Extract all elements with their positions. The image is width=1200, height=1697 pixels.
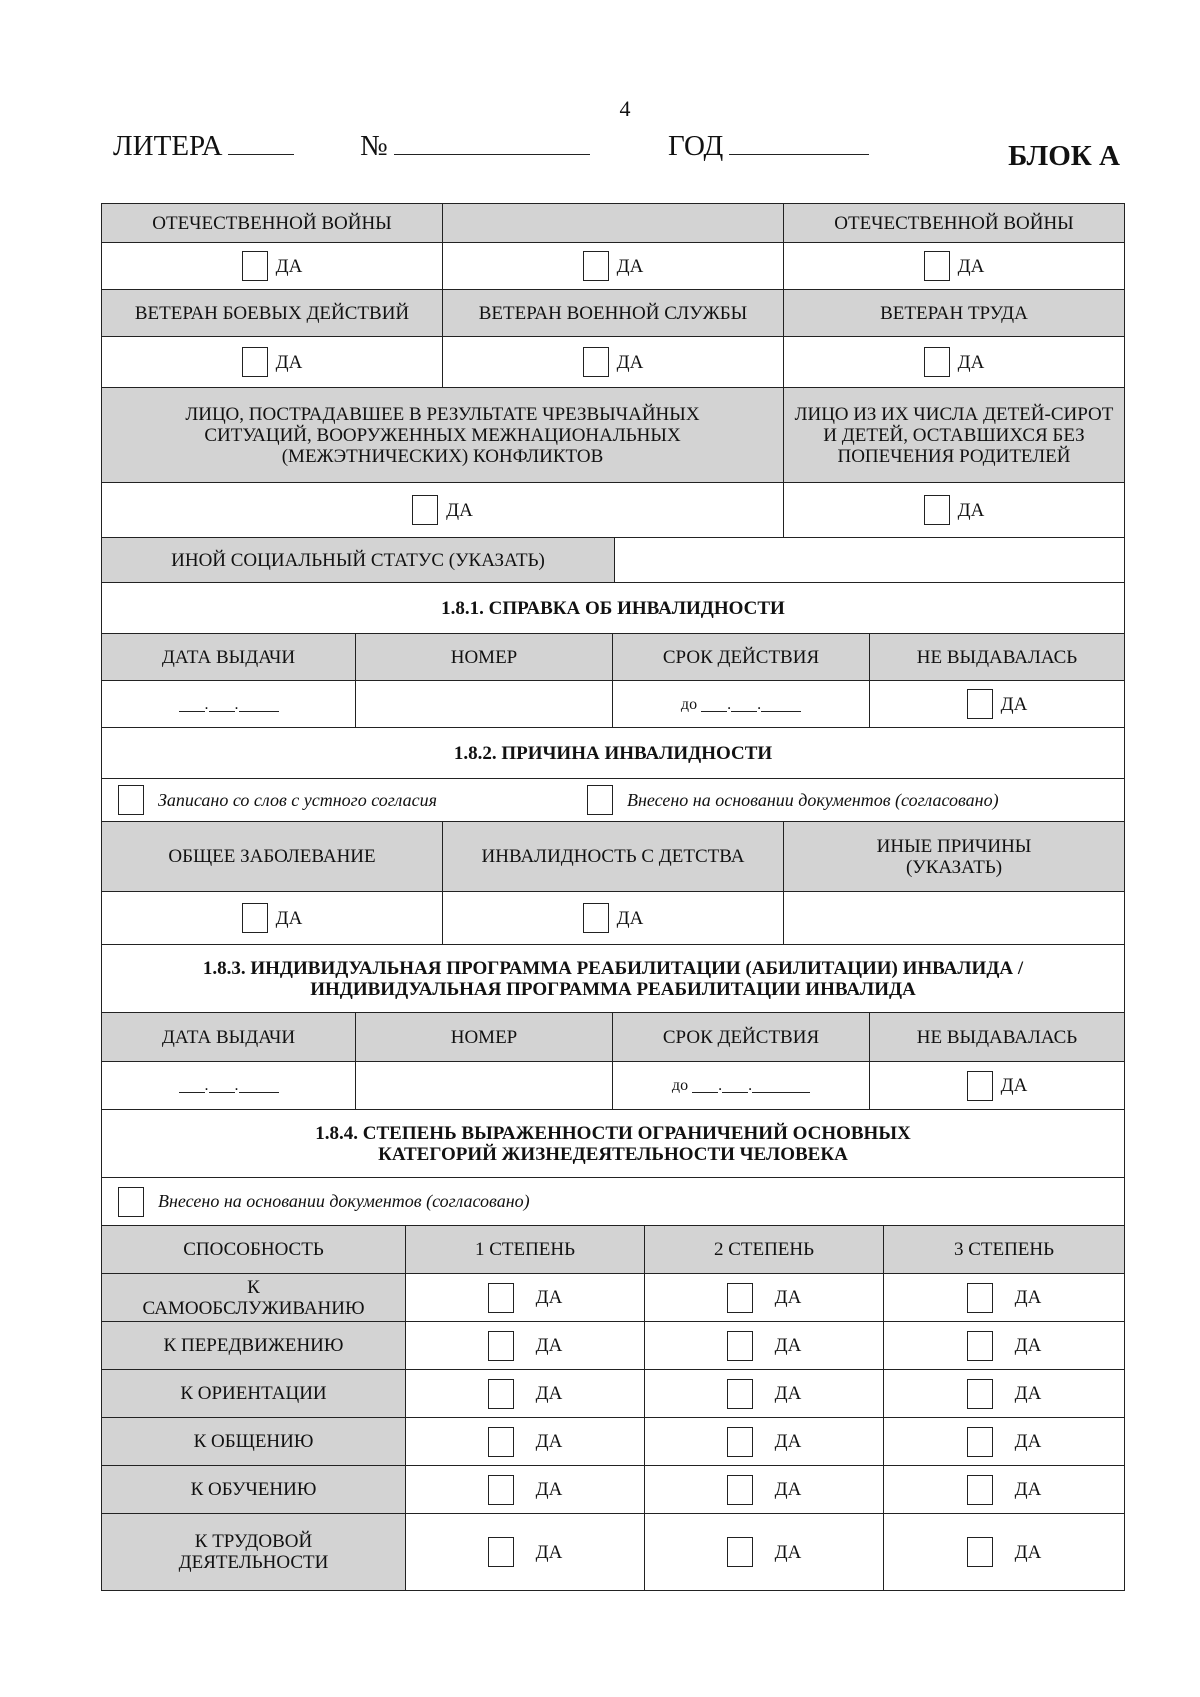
ability-degree-2-cell <box>644 1273 884 1322</box>
ability-degree-3-cell <box>883 1417 1125 1466</box>
s181-col-not-issued <box>869 633 1125 681</box>
yes-label: ДА <box>535 1541 563 1563</box>
s183-col-validity-label: СРОК ДЕЙСТВИЯ <box>662 1026 820 1048</box>
yes-label: ДА <box>1014 1479 1042 1500</box>
s181-validity-input[interactable]: до . . <box>612 680 870 728</box>
date-year-line <box>239 1078 279 1093</box>
until-label: до <box>680 695 698 713</box>
date-month-line <box>209 697 235 712</box>
veteran-mid-yes-cell <box>442 242 784 290</box>
ability-degree-1-checkbox[interactable] <box>488 1537 514 1567</box>
ability-degree-1-cell <box>405 1321 645 1370</box>
litera-label: ЛИТЕРА <box>113 130 223 162</box>
veteran-header-empty <box>442 203 784 243</box>
s181-col-validity <box>612 633 870 681</box>
emergency-victim-label: ЛИЦО, ПОСТРАДАВШЕЕ В РЕЗУЛЬТАТЕ ЧРЕЗВЫЧАЙНЫХ СИТУАЦИЙ, ВООРУЖЕННЫХ МЕЖНАЦИОНАЛЬНЫХ (МЕЖЭТНИЧЕСКИХ) КОНФЛИКТОВ <box>185 403 700 467</box>
other-status-header <box>101 537 615 583</box>
s183-number-input[interactable] <box>355 1061 613 1110</box>
page-number: 4 <box>619 96 631 121</box>
ability-degree-1-cell <box>405 1513 645 1591</box>
ability-degree-2-cell <box>644 1513 884 1591</box>
combat-veteran-header <box>101 289 443 337</box>
ability-degree-3-cell <box>883 1513 1125 1591</box>
section-182-title <box>101 727 1125 779</box>
veteran-war-header-1 <box>101 203 443 243</box>
s184-col-degree-3-label: 3 СТЕПЕНЬ <box>953 1239 1055 1260</box>
s181-col-validity-label: СРОК ДЕЙСТВИЯ <box>662 646 820 668</box>
yes-label: ДА <box>1014 1431 1042 1452</box>
year-field[interactable] <box>668 130 869 163</box>
yes-label: ДА <box>616 255 644 277</box>
s181-not-issued-yes-cell <box>869 680 1125 728</box>
combat-veteran-label: ВЕТЕРАН БОЕВЫХ ДЕЙСТВИЙ <box>134 302 410 324</box>
section-183-title <box>101 944 1125 1013</box>
yes-label: ДА <box>774 1287 802 1308</box>
section-184-title-text: 1.8.4. СТЕПЕНЬ ВЫРАЖЕННОСТИ ОГРАНИЧЕНИЙ ОСНОВНЫХ КАТЕГОРИЙ ЖИЗНЕДЕЯТЕЛЬНОСТИ ЧЕЛОВЕКА <box>315 1122 911 1165</box>
general-disease-header <box>101 821 443 892</box>
yes-label: ДА <box>957 351 985 373</box>
yes-label: ДА <box>275 351 303 373</box>
ability-degree-2-checkbox[interactable] <box>727 1475 753 1505</box>
other-status-label: ИНОЙ СОЦИАЛЬНЫЙ СТАТУС (УКАЗАТЬ) <box>171 549 545 571</box>
yes-label: ДА <box>1014 1335 1042 1356</box>
ability-degree-3-cell <box>883 1273 1125 1322</box>
ability-row-label <box>101 1513 406 1591</box>
ability-row-label <box>101 1321 406 1370</box>
number-line <box>394 130 590 155</box>
date-month-line <box>209 1078 235 1093</box>
yes-label: ДА <box>774 1431 802 1452</box>
military-veteran-header <box>442 289 784 337</box>
yes-label: ДА <box>535 1335 563 1356</box>
s181-number-input[interactable] <box>355 680 613 728</box>
ability-degree-3-checkbox[interactable] <box>967 1331 993 1361</box>
s184-col-ability-label: СПОСОБНОСТЬ <box>183 1239 324 1260</box>
other-causes-label: ИНЫЕ ПРИЧИНЫ (УКАЗАТЬ) <box>876 835 1032 878</box>
s181-col-date-label: ДАТА ВЫДАЧИ <box>161 646 296 668</box>
s183-not-issued-checkbox[interactable] <box>967 1071 993 1101</box>
yes-label: ДА <box>275 907 303 929</box>
s181-issue-date-input[interactable]: . . <box>101 680 356 728</box>
other-causes-header <box>783 821 1125 892</box>
s183-not-issued-yes-cell <box>869 1061 1125 1110</box>
s183-col-date <box>101 1012 356 1062</box>
military-veteran-label: ВЕТЕРАН ВОЕННОЙ СЛУЖБЫ <box>478 302 748 324</box>
yes-label: ДА <box>774 1479 802 1500</box>
s183-col-number <box>355 1012 613 1062</box>
yes-label: ДА <box>535 1431 563 1452</box>
ability-degree-2-checkbox[interactable] <box>727 1427 753 1457</box>
number-label: № <box>360 130 388 162</box>
section-181-title-text: 1.8.1. СПРАВКА ОБ ИНВАЛИДНОСТИ <box>441 597 785 619</box>
veteran-war-2-yes-cell <box>783 242 1125 290</box>
s182-oral-label: Записано со слов с устного согласия <box>158 789 437 810</box>
veteran-war-label-1: ОТЕЧЕСТВЕННОЙ ВОЙНЫ <box>152 212 392 234</box>
ability-degree-3-checkbox[interactable] <box>967 1379 993 1409</box>
ability-row-label <box>101 1273 406 1322</box>
veteran-war-header-2 <box>783 203 1125 243</box>
ability-degree-1-cell <box>405 1273 645 1322</box>
yes-label: ДА <box>957 499 985 521</box>
date-day-line <box>179 1078 205 1093</box>
until-label: до <box>671 1077 689 1094</box>
emergency-victim-yes-cell <box>101 482 784 538</box>
s183-col-validity <box>612 1012 870 1062</box>
ability-degree-3-checkbox[interactable] <box>967 1537 993 1567</box>
block-label: БЛОК А <box>1008 140 1120 172</box>
childhood-disability-header <box>442 821 784 892</box>
general-disease-checkbox[interactable] <box>242 903 268 933</box>
ability-degree-2-cell <box>644 1465 884 1514</box>
veteran-mid-checkbox[interactable] <box>583 251 609 281</box>
orphan-yes-cell <box>783 482 1125 538</box>
number-field[interactable] <box>360 130 590 163</box>
s182-docs-label: Внесено на основании документов (согласовано) <box>626 789 999 810</box>
s181-col-not-issued-label: НЕ ВЫДАВАЛАСЬ <box>916 646 1078 668</box>
s183-col-not-issued <box>869 1012 1125 1062</box>
general-disease-label: ОБЩЕЕ ЗАБОЛЕВАНИЕ <box>168 846 376 867</box>
s184-docs-checkbox[interactable] <box>118 1187 144 1217</box>
veteran-war-1-checkbox[interactable] <box>242 251 268 281</box>
orphan-header <box>783 387 1125 483</box>
s181-col-number <box>355 633 613 681</box>
veteran-war-label-2: ОТЕЧЕСТВЕННОЙ ВОЙНЫ <box>834 212 1074 234</box>
ability-degree-1-cell <box>405 1465 645 1514</box>
s182-oral-checkbox[interactable] <box>118 785 144 815</box>
date-month-line <box>731 697 757 712</box>
s184-col-degree-1 <box>405 1225 645 1274</box>
veteran-war-1-yes-cell <box>101 242 443 290</box>
general-disease-yes-cell <box>101 891 443 945</box>
yes-label: ДА <box>535 1287 563 1308</box>
s183-issue-date-input[interactable]: . . <box>101 1061 356 1110</box>
ability-degree-2-cell <box>644 1321 884 1370</box>
veteran-war-2-checkbox[interactable] <box>924 251 950 281</box>
s181-col-date <box>101 633 356 681</box>
ability-degree-3-cell <box>883 1465 1125 1514</box>
yes-label: ДА <box>774 1383 802 1404</box>
yes-label: ДА <box>535 1479 563 1500</box>
ability-row-label <box>101 1465 406 1514</box>
labor-veteran-label: ВЕТЕРАН ТРУДА <box>880 302 1028 324</box>
childhood-disability-yes-cell <box>442 891 784 945</box>
yes-label: ДА <box>275 255 303 277</box>
section-183-title-text: 1.8.3. ИНДИВИДУАЛЬНАЯ ПРОГРАММА РЕАБИЛИТАЦИИ (АБИЛИТАЦИИ) ИНВАЛИДА / ИНДИВИДУАЛЬНАЯ ПРОГРАММА РЕАБИЛИТАЦИИ ИНВАЛИДА <box>202 957 1024 1000</box>
ability-label: К САМООБСЛУЖИВАНИЮ <box>142 1276 365 1319</box>
ability-degree-3-checkbox[interactable] <box>967 1427 993 1457</box>
section-182-title-text: 1.8.2. ПРИЧИНА ИНВАЛИДНОСТИ <box>453 742 773 764</box>
yes-label: ДА <box>616 907 644 929</box>
military-veteran-yes-cell <box>442 336 784 388</box>
ability-degree-3-checkbox[interactable] <box>967 1475 993 1505</box>
yes-label: ДА <box>1014 1383 1042 1404</box>
date-day-line <box>179 697 205 712</box>
s182-docs-checkbox[interactable] <box>587 785 613 815</box>
ability-row-label <box>101 1417 406 1466</box>
other-causes-input[interactable] <box>783 891 1125 945</box>
ability-degree-2-checkbox[interactable] <box>727 1379 753 1409</box>
litera-field[interactable] <box>113 130 294 163</box>
s184-col-degree-3 <box>883 1225 1125 1274</box>
yes-label: ДА <box>535 1383 563 1404</box>
s183-validity-input[interactable]: до . . <box>612 1061 870 1110</box>
combat-veteran-yes-cell <box>101 336 443 388</box>
s184-col-degree-2-label: 2 СТЕПЕНЬ <box>713 1239 815 1260</box>
date-year-line <box>752 1078 810 1093</box>
ability-degree-1-checkbox[interactable] <box>488 1427 514 1457</box>
ability-degree-2-checkbox[interactable] <box>727 1331 753 1361</box>
s183-col-not-issued-label: НЕ ВЫДАВАЛАСЬ <box>916 1026 1078 1048</box>
ability-degree-2-checkbox[interactable] <box>727 1537 753 1567</box>
s181-not-issued-checkbox[interactable] <box>967 689 993 719</box>
combat-veteran-checkbox[interactable] <box>242 347 268 377</box>
emergency-victim-checkbox[interactable] <box>412 495 438 525</box>
s184-col-degree-2 <box>644 1225 884 1274</box>
ability-degree-2-checkbox[interactable] <box>727 1283 753 1313</box>
section-184-title <box>101 1109 1125 1178</box>
year-label: ГОД <box>668 130 724 162</box>
yes-label: ДА <box>1014 1287 1042 1308</box>
ability-degree-1-cell <box>405 1369 645 1418</box>
ability-label: К ОБЩЕНИЮ <box>193 1431 314 1452</box>
ability-degree-1-checkbox[interactable] <box>488 1379 514 1409</box>
ability-label: К ОБУЧЕНИЮ <box>190 1479 317 1500</box>
ability-label: К ТРУДОВОЙ ДЕЯТЕЛЬНОСТИ <box>178 1531 329 1573</box>
ability-degree-3-checkbox[interactable] <box>967 1283 993 1313</box>
yes-label: ДА <box>957 255 985 277</box>
litera-line <box>228 130 294 155</box>
date-year-line <box>761 697 801 712</box>
yes-label: ДА <box>774 1541 802 1563</box>
yes-label: ДА <box>616 351 644 373</box>
labor-veteran-header <box>783 289 1125 337</box>
s181-col-number-label: НОМЕР <box>450 646 518 668</box>
yes-label: ДА <box>1014 1541 1042 1563</box>
date-day-line <box>692 1078 718 1093</box>
ability-label: К ОРИЕНТАЦИИ <box>180 1383 327 1404</box>
childhood-disability-label: ИНВАЛИДНОСТЬ С ДЕТСТВА <box>481 846 745 867</box>
ability-degree-1-checkbox[interactable] <box>488 1331 514 1361</box>
ability-degree-1-checkbox[interactable] <box>488 1475 514 1505</box>
date-month-line <box>722 1078 748 1093</box>
ability-degree-2-cell <box>644 1417 884 1466</box>
date-day-line <box>701 697 727 712</box>
emergency-victim-header <box>101 387 784 483</box>
other-status-input[interactable] <box>614 537 1125 583</box>
orphan-label: ЛИЦО ИЗ ИХ ЧИСЛА ДЕТЕЙ-СИРОТ И ДЕТЕЙ, ОСТАВШИХСЯ БЕЗ ПОПЕЧЕНИЯ РОДИТЕЛЕЙ <box>794 403 1114 467</box>
ability-row-label <box>101 1369 406 1418</box>
ability-degree-1-checkbox[interactable] <box>488 1283 514 1313</box>
s184-docs-label: Внесено на основании документов (согласовано) <box>158 1191 530 1211</box>
ability-degree-2-cell <box>644 1369 884 1418</box>
ability-degree-3-cell <box>883 1369 1125 1418</box>
s184-col-degree-1-label: 1 СТЕПЕНЬ <box>474 1239 576 1260</box>
ability-degree-3-cell <box>883 1321 1125 1370</box>
s184-col-ability <box>101 1225 406 1274</box>
year-line <box>729 130 869 155</box>
labor-veteran-yes-cell <box>783 336 1125 388</box>
orphan-checkbox[interactable] <box>924 495 950 525</box>
yes-label: ДА <box>1000 1075 1028 1096</box>
date-year-line <box>239 697 279 712</box>
yes-label: ДА <box>774 1335 802 1356</box>
ability-degree-1-cell <box>405 1417 645 1466</box>
yes-label: ДА <box>446 499 473 521</box>
s183-col-number-label: НОМЕР <box>450 1026 518 1048</box>
labor-veteran-checkbox[interactable] <box>924 347 950 377</box>
ability-label: К ПЕРЕДВИЖЕНИЮ <box>163 1335 344 1356</box>
section-181-title <box>101 582 1125 634</box>
military-veteran-checkbox[interactable] <box>583 347 609 377</box>
s183-col-date-label: ДАТА ВЫДАЧИ <box>161 1026 296 1048</box>
childhood-disability-checkbox[interactable] <box>583 903 609 933</box>
yes-label: ДА <box>1000 693 1028 715</box>
s182-source-row <box>101 778 1125 822</box>
s184-docs-row <box>101 1177 1125 1226</box>
